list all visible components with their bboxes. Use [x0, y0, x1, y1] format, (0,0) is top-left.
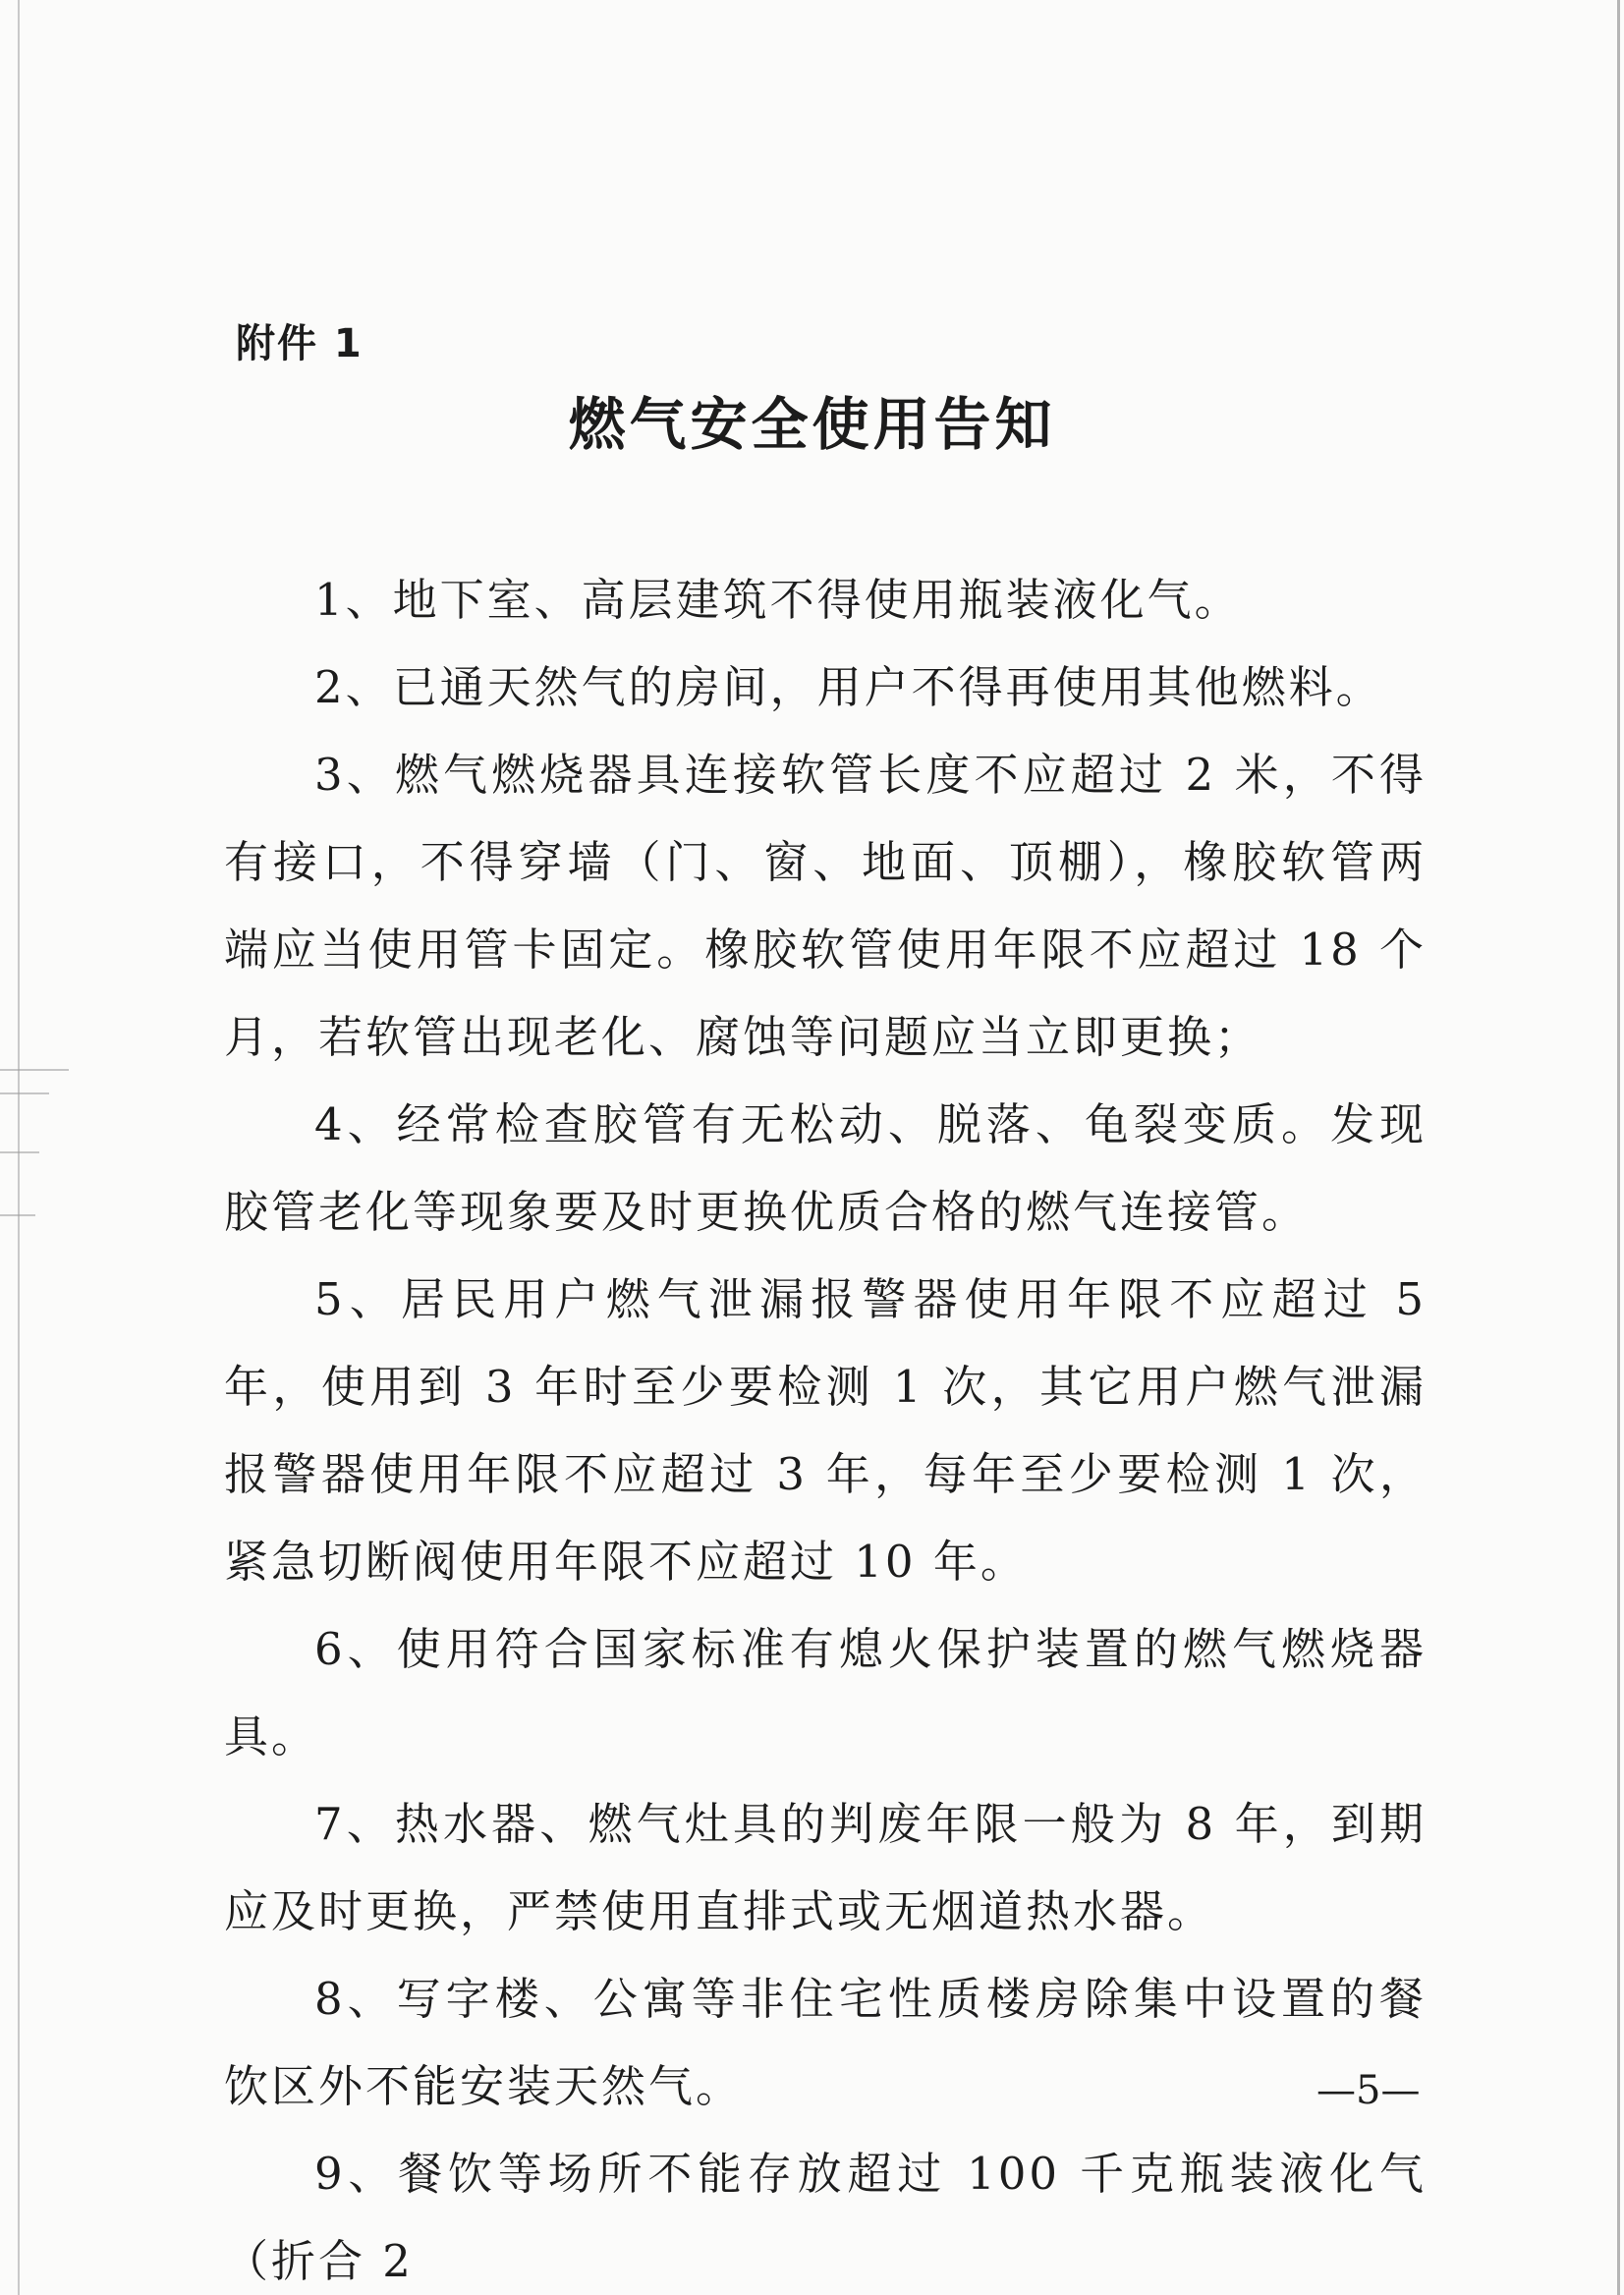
- notice-item-7: 7、热水器、燃气灶具的判废年限一般为 8 年，到期应及时更换，严禁使用直排式或无烟道热水器。: [224, 1798, 1427, 1937]
- scan-left-edge: [18, 0, 20, 2295]
- notice-item-5: 5、居民用户燃气泄漏报警器使用年限不应超过 5 年，使用到 3 年时至少要检测 1 次，其它用户燃气泄漏报警器使用年限不应超过 3 年，每年至少要检测 1 次，紧急切断阀使用年限不应超过 10 年。: [224, 1273, 1427, 1588]
- page-number: —5—: [1316, 2068, 1421, 2113]
- scan-mark: [0, 1151, 39, 1153]
- scan-mark: [0, 1214, 35, 1216]
- notice-item-9: 9、餐饮等场所不能存放超过 100 千克瓶装液化气（折合 2: [224, 2148, 1427, 2287]
- scan-mark: [0, 1092, 49, 1094]
- notice-item-4: 4、经常检查胶管有无松动、脱落、龟裂变质。发现胶管老化等现象要及时更换优质合格的燃气连接管。: [224, 1098, 1427, 1238]
- document-title: 燃气安全使用告知: [568, 391, 1056, 458]
- notice-item-2: 2、已通天然气的房间，用户不得再使用其他燃料。: [314, 661, 1383, 713]
- notice-body: [224, 556, 1427, 2295]
- attachment-label: 附件 1: [236, 321, 364, 366]
- notice-item-8: 8、写字楼、公寓等非住宅性质楼房除集中设置的餐饮区外不能安装天然气。: [224, 1973, 1427, 2112]
- notice-item-3: 3、燃气燃烧器具连接软管长度不应超过 2 米，不得有接口，不得穿墙（门、窗、地面、顶棚），橡胶软管两端应当使用管卡固定。橡胶软管使用年限不应超过 18 个月，若软管出现老化、腐蚀等问题应当立即更换；: [224, 749, 1427, 1063]
- notice-item-6: 6、使用符合国家标准有熄火保护装置的燃气燃烧器具。: [224, 1623, 1427, 1763]
- notice-item-1: 1、地下室、高层建筑不得使用瓶装液化气。: [314, 574, 1242, 626]
- scan-mark: [0, 1069, 69, 1071]
- scan-right-edge: [1617, 0, 1620, 2295]
